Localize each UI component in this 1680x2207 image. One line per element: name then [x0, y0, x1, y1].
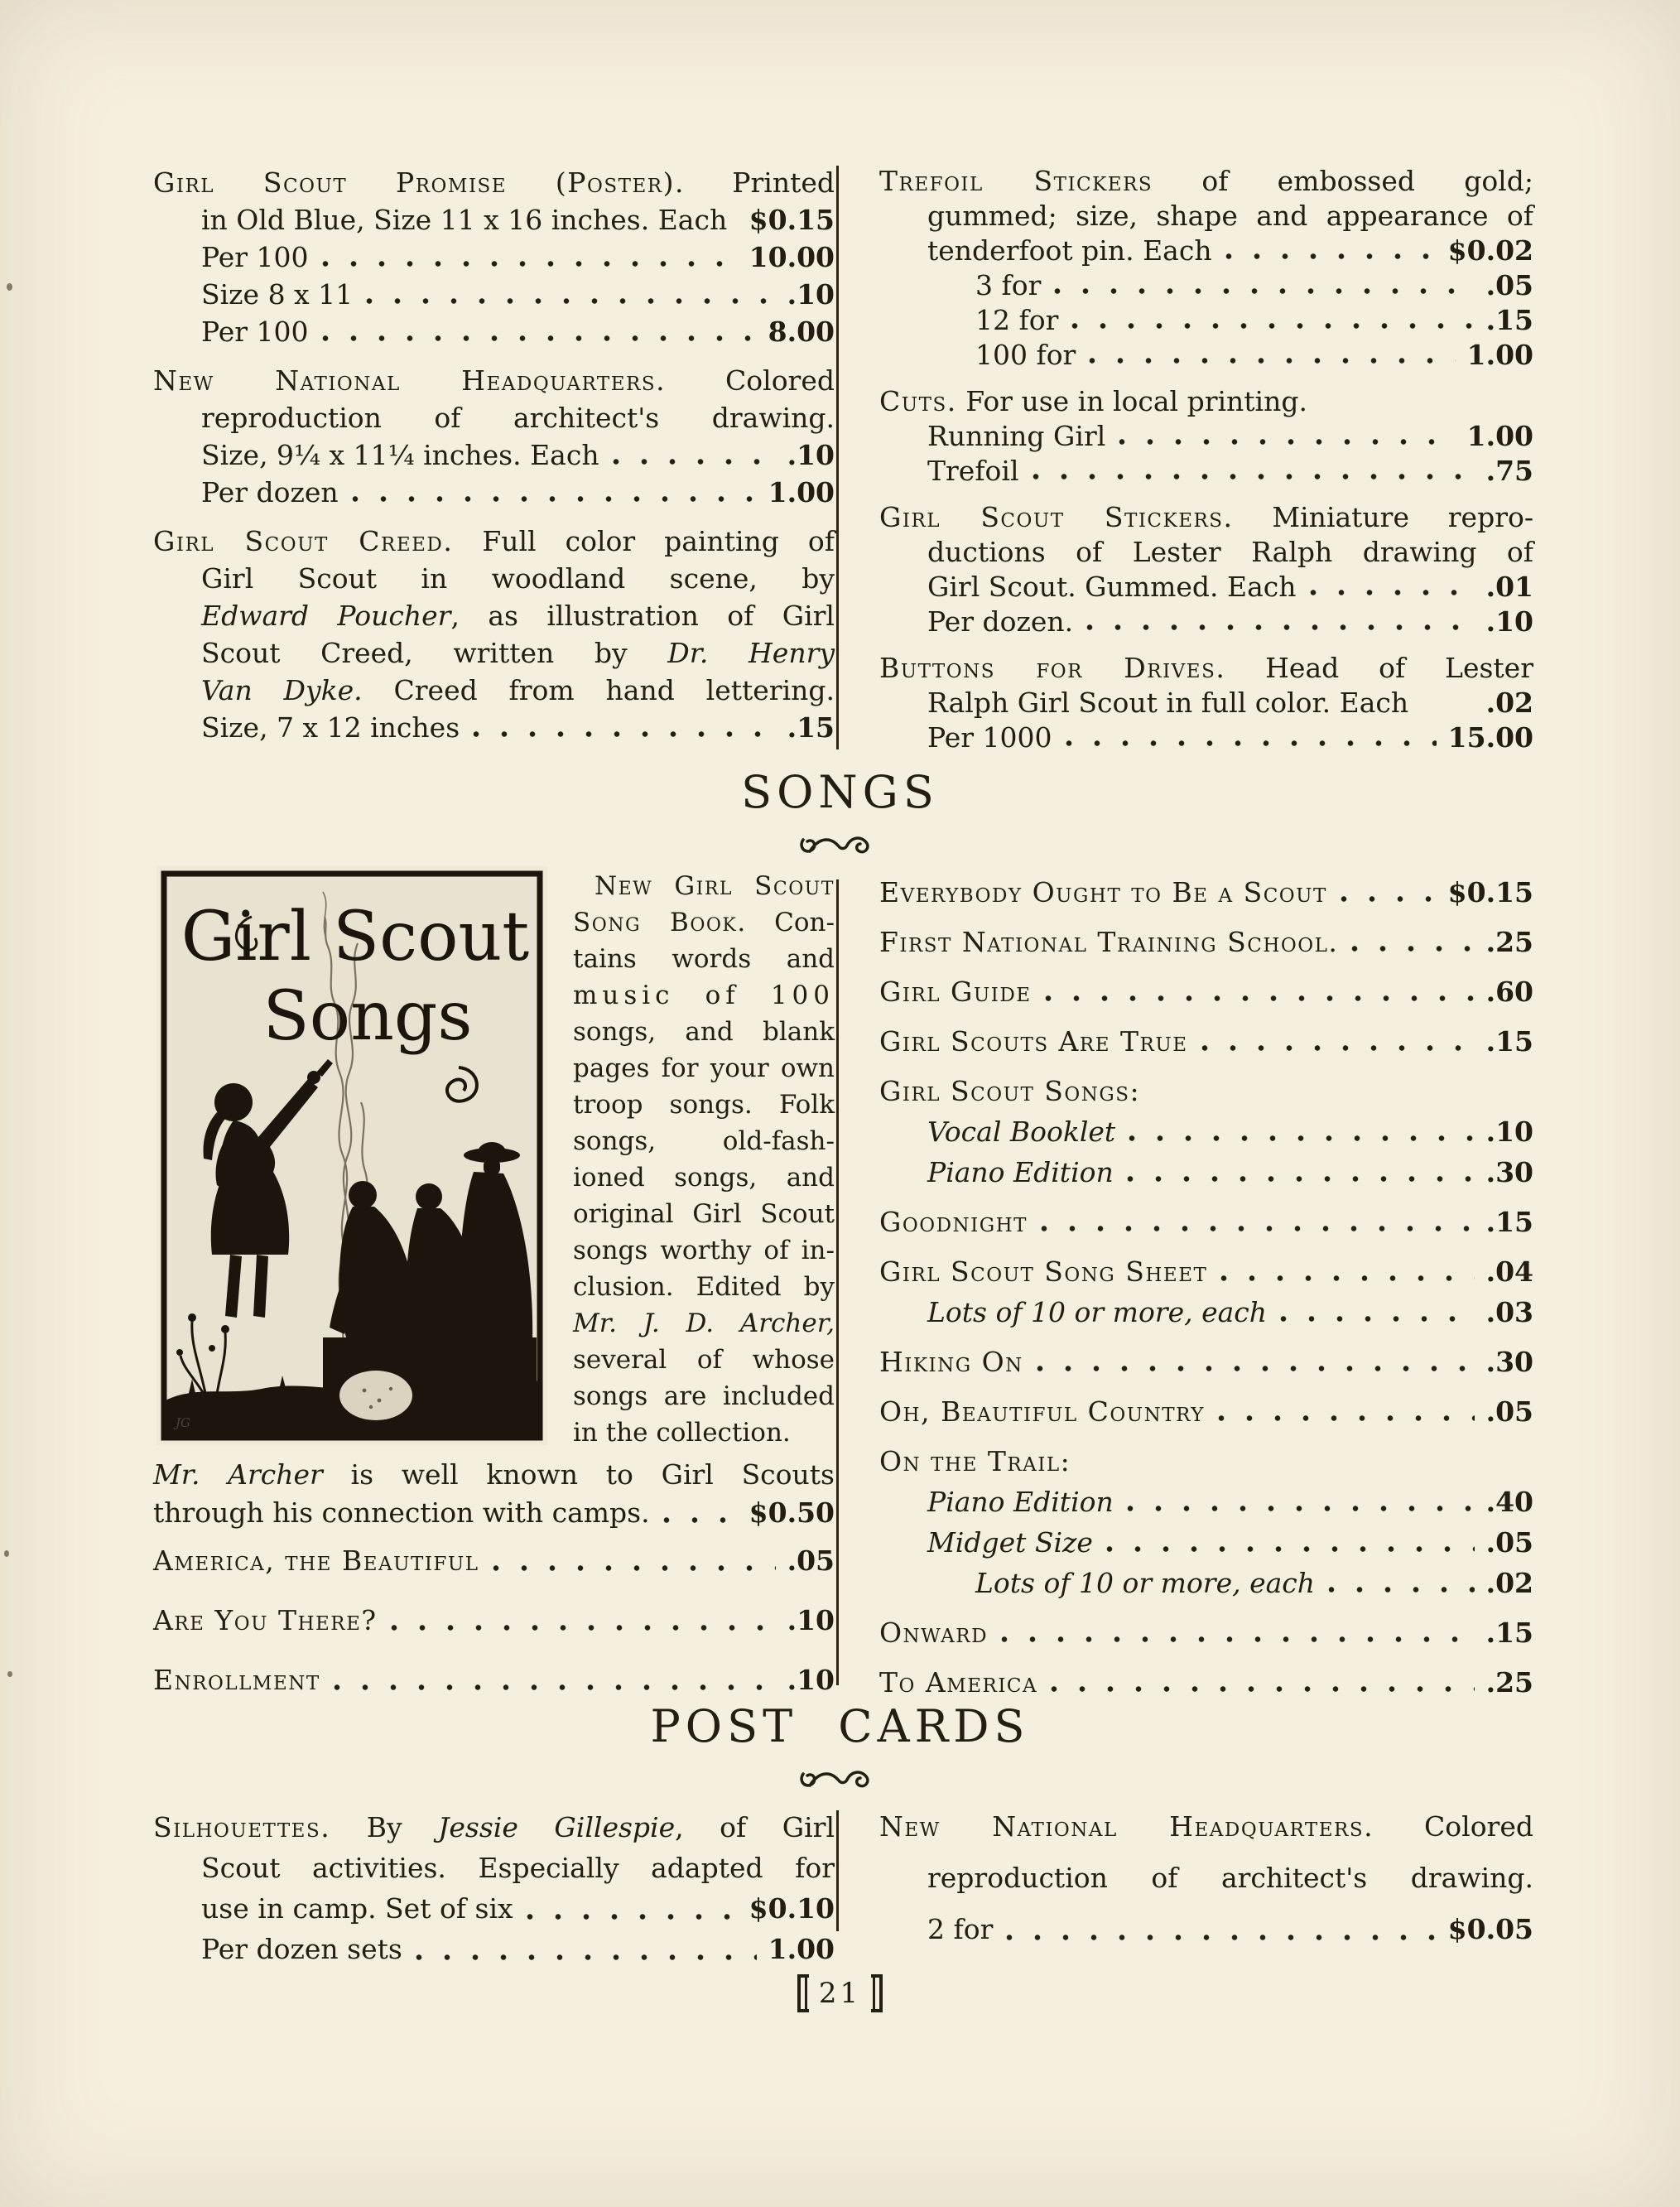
row-price: 15.00	[1447, 721, 1533, 754]
price-row	[879, 1615, 1533, 1651]
item-title: Girl Scout Stickers.	[879, 501, 1234, 533]
item-body-line: reproduction of architect's drawing.	[201, 402, 835, 434]
item-body-line	[153, 597, 835, 634]
row-price: $0.02	[1447, 234, 1533, 267]
price-row	[879, 1484, 1533, 1520]
row-price: 1.00	[768, 476, 835, 508]
song-title: America, the Beautiful	[153, 1544, 479, 1577]
item-body-line: Scout activities. Especially adapted for	[201, 1852, 835, 1884]
item-body-line: reproduction of architect's drawing.	[927, 1862, 1533, 1894]
row-price: .10	[787, 1604, 835, 1636]
column-divider-rule	[836, 166, 839, 749]
item-title: New Girl Scout	[594, 871, 835, 901]
price-row	[153, 709, 835, 746]
price-row	[879, 1665, 1533, 1701]
cover-title-line2: Songs	[262, 977, 473, 1056]
description-line: songs, and blank	[573, 1017, 835, 1047]
price-row	[879, 1114, 1533, 1150]
item-title-rest: Head of Lester	[1225, 652, 1533, 684]
row-price: .15	[1485, 304, 1533, 336]
cover-title-line1: Girl Scout	[181, 898, 530, 976]
row-label: in Old Blue, Size 11 x 16 inches. Each	[201, 204, 728, 236]
editor-name: Mr. J. D. Archer,	[573, 1308, 835, 1338]
row-price: $0.15	[1447, 876, 1533, 908]
song-title: Oh, Beautiful Country	[879, 1395, 1205, 1428]
price-row	[879, 1154, 1533, 1191]
price-row	[879, 875, 1533, 911]
row-price: .15	[1485, 1206, 1533, 1238]
row-price: .60	[1485, 976, 1533, 1008]
row-price: .03	[1485, 1296, 1533, 1328]
song-edition: Midget Size	[927, 1526, 1093, 1559]
print-speck	[7, 283, 12, 291]
dot-leader	[1041, 1226, 1475, 1231]
description-line: in the collection.	[573, 1418, 791, 1448]
author-name: Dr. Henry	[667, 637, 835, 669]
price-row	[153, 1929, 835, 1969]
dot-leader	[1201, 1045, 1475, 1051]
description-line: pages for your own	[573, 1053, 835, 1083]
description-line: original Girl Scout	[573, 1199, 835, 1229]
price-row	[879, 686, 1533, 720]
description-line	[573, 868, 835, 904]
dot-leader	[1066, 740, 1437, 746]
item-title: Girl Scout Creed.	[153, 525, 454, 557]
description-line: songs are included	[573, 1381, 835, 1411]
song-title: Everybody Ought to Be a Scout	[879, 876, 1327, 908]
item-title-line	[153, 362, 835, 399]
description-line: songs, old-fash-	[573, 1126, 835, 1156]
row-price: .02	[1485, 687, 1533, 719]
song-title: First National Training School.	[879, 926, 1339, 958]
songbook-description	[573, 868, 835, 1451]
row-price: .05	[787, 1544, 835, 1577]
price-row	[879, 1204, 1533, 1241]
dot-leader	[1037, 1366, 1475, 1371]
stone	[339, 1371, 412, 1420]
row-label: Per 1000	[927, 721, 1052, 754]
item-body-line	[153, 634, 835, 672]
song-edition: Piano Edition	[927, 1156, 1114, 1188]
column-divider-rule	[836, 879, 839, 1685]
item-title-line	[879, 384, 1533, 419]
song-option: Lots of 10 or more, each	[927, 1296, 1268, 1328]
song-group-heading	[879, 1443, 1533, 1480]
songs-left-list	[153, 1542, 835, 1699]
item-title-line	[153, 1807, 835, 1848]
body-text: By	[330, 1811, 439, 1843]
dot-leader	[473, 731, 775, 737]
row-price: .30	[1485, 1346, 1533, 1378]
row-price: .15	[1485, 1617, 1533, 1649]
price-row	[153, 436, 835, 474]
row-price: .40	[1485, 1486, 1533, 1518]
dot-leader	[352, 496, 757, 502]
dot-leader	[613, 459, 776, 465]
postcards-right-column	[879, 1807, 1533, 1961]
author-name: Van Dyke.	[201, 674, 363, 706]
dot-leader	[1045, 995, 1475, 1001]
row-price: $0.50	[749, 1496, 835, 1529]
row-label: Per 100	[201, 316, 309, 348]
row-price: .04	[1485, 1255, 1533, 1288]
price-row	[879, 1024, 1533, 1060]
item-title-rest: Printed	[684, 166, 835, 199]
row-price: .10	[787, 439, 835, 471]
dot-leader	[1071, 323, 1474, 329]
dot-leader	[322, 335, 757, 341]
item-title: Girl Scout Promise (Poster).	[153, 166, 685, 199]
price-row	[879, 234, 1533, 268]
songs-right-list	[879, 875, 1533, 1714]
row-label: through his connection with camps.	[153, 1496, 650, 1529]
row-label: 12 for	[975, 304, 1059, 336]
row-price: 8.00	[768, 316, 835, 348]
item-girl-scout-promise	[153, 164, 835, 350]
body-text: Creed from hand lettering.	[362, 674, 835, 706]
row-price: .15	[787, 711, 835, 744]
row-price: 1.00	[1466, 339, 1533, 371]
dot-leader	[1119, 439, 1455, 445]
item-title: Cuts.	[879, 385, 957, 417]
row-label: 2 for	[927, 1913, 994, 1945]
item-buttons-for-drives	[879, 651, 1533, 755]
dot-leader	[1006, 1935, 1436, 1940]
song-title: Are You There?	[153, 1604, 378, 1636]
dot-leader	[1220, 1275, 1474, 1281]
dot-leader	[1280, 1316, 1475, 1322]
item-title: Silhouettes.	[153, 1811, 331, 1843]
row-label: Size, 9¼ x 11¼ inches. Each	[201, 439, 599, 471]
price-row	[153, 201, 835, 239]
dot-leader	[1310, 590, 1475, 595]
dot-leader	[1086, 624, 1474, 630]
item-title-line	[879, 651, 1533, 686]
price-row	[879, 1294, 1533, 1331]
row-price: 10.00	[749, 241, 835, 273]
price-row	[879, 570, 1533, 605]
song-title: Enrollment	[153, 1664, 320, 1696]
dot-leader	[1054, 288, 1474, 294]
songbook-cover-illustration	[154, 864, 550, 1448]
top-left-column	[153, 164, 835, 758]
row-label: Size 8 x 11	[201, 278, 354, 311]
price-row	[879, 1525, 1533, 1561]
folio-bracket-left	[797, 1974, 809, 2012]
item-title: Buttons for Drives.	[879, 652, 1226, 684]
dot-leader	[322, 261, 738, 267]
description-line	[573, 904, 835, 941]
description-line: several of whose	[573, 1345, 835, 1375]
dot-leader	[1218, 1415, 1475, 1421]
description-line: clusion. Edited by	[573, 1272, 835, 1302]
body-text: is well known to Girl Scouts	[322, 1458, 835, 1491]
item-title-line	[153, 164, 835, 201]
price-row	[879, 1910, 1533, 1949]
row-price: .10	[787, 1664, 835, 1696]
column-divider-rule	[836, 1810, 839, 1931]
row-label: 3 for	[975, 269, 1042, 301]
item-trefoil-stickers	[879, 164, 1533, 373]
body-text: , of Girl	[675, 1811, 835, 1843]
song-title: On the Trail:	[879, 1445, 1071, 1477]
page-number	[0, 1974, 1680, 2012]
row-price: .02	[1485, 1567, 1533, 1599]
item-title: Trefoil Stickers	[879, 165, 1153, 197]
songs-section-heading: SONGS	[741, 766, 939, 818]
price-row	[153, 313, 835, 350]
dot-leader	[493, 1565, 776, 1571]
price-row	[879, 303, 1533, 338]
artist-monogram: JG	[176, 1415, 190, 1430]
item-title-rest: For use in local printing.	[956, 385, 1307, 417]
row-price: .25	[1485, 926, 1533, 958]
dot-leader	[1106, 1546, 1475, 1552]
print-speck	[4, 1550, 9, 1557]
price-row	[879, 419, 1533, 454]
row-label: Trefoil	[927, 455, 1019, 487]
row-price: .05	[1485, 1395, 1533, 1428]
description-line	[153, 1456, 835, 1494]
song-title: Girl Scout Song Sheet	[879, 1255, 1208, 1288]
dot-leader	[1051, 1686, 1474, 1692]
dot-leader	[416, 1954, 757, 1960]
price-row	[153, 239, 835, 276]
row-label: Running Girl	[927, 420, 1106, 452]
item-title-rest: Full color painting of	[453, 525, 835, 557]
dot-leader	[527, 1914, 738, 1920]
item-title: Song Book.	[573, 908, 747, 937]
artist-name: Jessie Gillespie	[438, 1811, 676, 1843]
body-text: , as illustration of Girl	[450, 600, 835, 632]
row-price: .01	[1485, 571, 1533, 603]
price-row	[879, 1254, 1533, 1290]
item-body-line	[153, 672, 835, 709]
price-row	[879, 1394, 1533, 1430]
song-option: Lots of 10 or more, each	[975, 1567, 1316, 1599]
song-title: Girl Scouts Are True	[879, 1025, 1188, 1058]
body-text: Scout Creed, written by	[201, 637, 668, 669]
item-body-line: ductions of Lester Ralph drawing of	[927, 536, 1533, 568]
row-label: 100 for	[975, 339, 1076, 371]
row-price: .05	[1485, 269, 1533, 301]
song-title: Girl Scout Songs:	[879, 1075, 1141, 1107]
dot-leader	[1033, 474, 1475, 479]
item-new-national-headquarters	[153, 362, 835, 511]
description-line: music of 100	[573, 981, 835, 1010]
row-price: .25	[1485, 1666, 1533, 1699]
row-price: .75	[1485, 455, 1533, 487]
artist-name: Edward Poucher	[201, 600, 451, 632]
description-line: ioned songs, and	[573, 1163, 835, 1193]
row-label: Girl Scout. Gummed. Each	[927, 571, 1297, 603]
dot-leader	[663, 1517, 738, 1523]
song-title: Hiking On	[879, 1346, 1023, 1378]
postcards-section-heading: POST CARDS	[650, 1700, 1030, 1752]
price-row	[879, 454, 1533, 489]
dot-leader	[1328, 1587, 1475, 1593]
editor-name: Mr. Archer	[153, 1458, 323, 1491]
postcards-left-column	[153, 1807, 835, 1969]
row-price: $0.15	[749, 204, 835, 236]
dot-leader	[391, 1625, 776, 1631]
song-group-heading	[879, 1073, 1533, 1110]
item-title: New National Headquarters.	[879, 1810, 1374, 1843]
songbook-description-footer	[153, 1456, 835, 1532]
dot-leader	[1351, 946, 1474, 952]
item-girl-scout-creed	[153, 523, 835, 746]
price-row	[153, 1661, 835, 1699]
price-row	[153, 1888, 835, 1929]
song-edition: Vocal Booklet	[927, 1116, 1116, 1148]
print-speck	[7, 1671, 12, 1677]
item-title-line	[879, 1807, 1533, 1847]
song-title: Girl Guide	[879, 976, 1032, 1008]
price-row	[879, 338, 1533, 373]
folio-bracket-right	[871, 1974, 883, 2012]
folio-number: 21	[818, 1977, 862, 2010]
item-title-line	[879, 164, 1533, 199]
row-price: .10	[1485, 605, 1533, 638]
description-line: troop songs. Folk	[573, 1090, 835, 1120]
row-price: .10	[1485, 1116, 1533, 1148]
dot-leader	[1127, 1506, 1475, 1511]
price-row	[153, 1542, 835, 1580]
row-price: 1.00	[1466, 420, 1533, 452]
item-body-line: Girl Scout in woodland scene, by	[201, 562, 835, 595]
item-girl-scout-stickers	[879, 500, 1533, 639]
item-body-line: gummed; size, shape and appearance of	[927, 200, 1533, 232]
item-cuts	[879, 384, 1533, 489]
item-title-rest: of embossed gold;	[1153, 165, 1533, 197]
row-price: .10	[787, 278, 835, 311]
row-price: .15	[1485, 1025, 1533, 1058]
price-row	[879, 720, 1533, 755]
song-edition: Piano Edition	[927, 1486, 1114, 1518]
item-title-line	[879, 500, 1533, 535]
row-price: 1.00	[768, 1933, 835, 1965]
price-row	[879, 1565, 1533, 1602]
price-row	[879, 1344, 1533, 1381]
item-title-rest: Colored	[666, 364, 835, 397]
price-row	[153, 1494, 835, 1532]
price-row	[879, 268, 1533, 303]
songbook-cover	[154, 864, 550, 1451]
row-label: tenderfoot pin. Each	[927, 234, 1212, 267]
price-row	[153, 1602, 835, 1640]
row-price: $0.10	[749, 1892, 835, 1925]
price-row	[879, 924, 1533, 961]
dot-leader	[1341, 896, 1437, 902]
description-line: songs worthy of in-	[573, 1236, 835, 1265]
price-row	[879, 974, 1533, 1010]
row-label: Per dozen sets	[201, 1933, 402, 1965]
row-label: Size, 7 x 12 inches	[201, 711, 460, 744]
dot-leader	[334, 1684, 776, 1690]
row-label: Ralph Girl Scout in full color. Each	[927, 687, 1409, 719]
row-label: use in camp. Set of six	[201, 1892, 513, 1925]
item-title-rest: Colored	[1374, 1810, 1533, 1843]
top-right-column	[879, 164, 1533, 767]
song-title: Onward	[879, 1617, 989, 1649]
dot-leader	[1129, 1135, 1474, 1141]
item-title-line	[153, 523, 835, 560]
item-title-rest: Miniature repro-	[1233, 501, 1533, 533]
item-title: New National Headquarters.	[153, 364, 667, 397]
section-ornament	[795, 828, 886, 861]
dot-leader	[1089, 358, 1455, 364]
body-text: Con-	[746, 908, 835, 937]
section-ornament	[795, 1762, 886, 1795]
dot-leader	[366, 298, 775, 304]
dot-leader	[1225, 253, 1437, 259]
row-price: $0.05	[1447, 1913, 1533, 1945]
dot-leader	[1127, 1176, 1475, 1182]
song-title: To America	[879, 1666, 1038, 1699]
description-line: tains words and	[573, 944, 835, 974]
row-price: .05	[1485, 1526, 1533, 1559]
price-row	[153, 474, 835, 511]
row-label: Per dozen	[201, 476, 339, 508]
song-title: Goodnight	[879, 1206, 1028, 1238]
row-label: Per dozen.	[927, 605, 1074, 638]
dot-leader	[1001, 1636, 1475, 1642]
row-label: Per 100	[201, 241, 309, 273]
row-price: .30	[1485, 1156, 1533, 1188]
price-row	[879, 605, 1533, 639]
price-row	[153, 276, 835, 313]
